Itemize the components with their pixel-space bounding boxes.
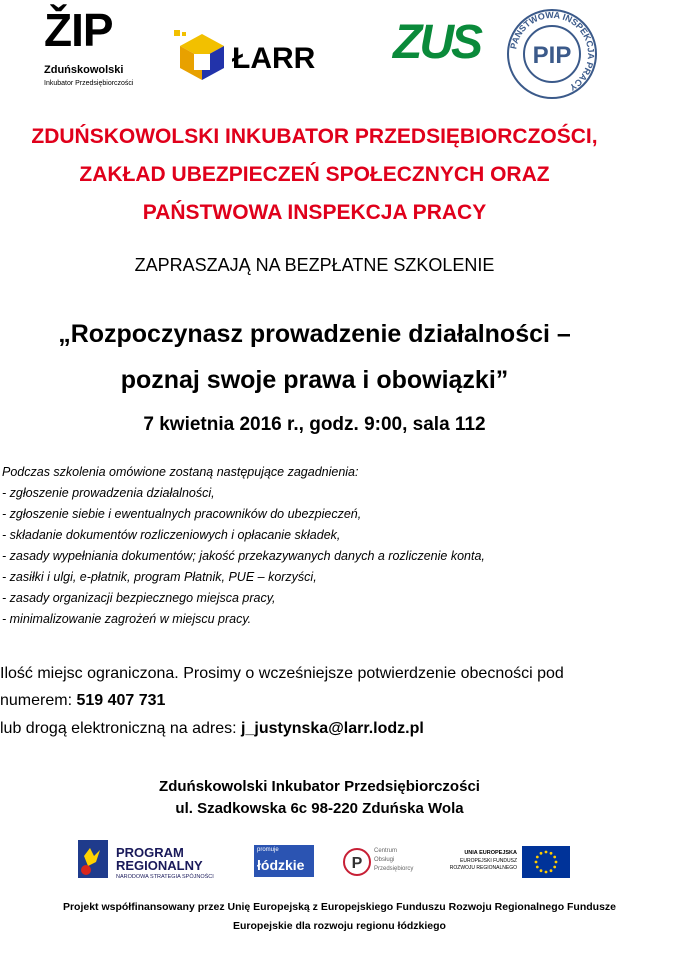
contact-email[interactable]: j_justynska@larr.lodz.pl <box>241 720 424 737</box>
list-item: - zgłoszenie prowadzenia działalności, <box>2 486 215 500</box>
program-regionalny-star-icon <box>74 836 114 882</box>
larr-cube-icon <box>174 28 230 84</box>
svg-text:PAŃSTWOWA INSPEKCJA PRACY: PAŃSTWOWA INSPEKCJA PRACY <box>508 9 597 93</box>
list-item: - składanie dokumentów rozliczeniowych i opłacanie składek, <box>2 528 341 542</box>
contact-line3 <box>0 720 424 738</box>
zus-logo-word: ZUS <box>393 16 480 69</box>
training-title-line1: „Rozpoczynasz prowadzenie działalności – <box>58 320 571 348</box>
promuje-small: promuje <box>257 847 279 853</box>
training-date: 7 kwietnia 2016 r., godz. 9:00, sala 112 <box>143 414 486 435</box>
list-item: - zgłoszenie siebie i ewentualnych pracowników do ubezpieczeń, <box>2 507 362 521</box>
svg-text:P: P <box>351 855 363 872</box>
eu-logo <box>447 846 577 880</box>
cop-line2: Obsługi <box>374 857 395 863</box>
topics-intro: Podczas szkolenia omówione zostaną następujące zagadnienia: <box>2 465 359 479</box>
contact-phone: 519 407 731 <box>76 692 166 709</box>
list-item: - zasady organizacji bezpiecznego miejsca pracy, <box>2 591 276 605</box>
cop-line1: Centrum <box>374 848 398 854</box>
zip-logo-sub1: Zduńskowolski <box>44 64 124 76</box>
program-sub: NARODOWA STRATEGIA SPÓJNOŚCI <box>116 874 214 880</box>
zip-logo <box>44 6 154 92</box>
program-line1: PROGRAM <box>116 845 184 860</box>
larr-logo-word: ŁARR <box>232 42 316 75</box>
topics-list <box>2 462 485 630</box>
funding-note-line2: Europejskie dla rozwoju regionu łódzkiego <box>233 920 446 932</box>
larr-logo <box>174 28 354 84</box>
list-item: - zasiłki i ulgi, e-płatnik, program Płatnik, PUE – korzyści, <box>2 570 317 584</box>
program-line2: REGIONALNY <box>116 858 203 873</box>
heading-line2: ZAKŁAD UBEZPIECZEŃ SPOŁECZNYCH ORAZ <box>79 163 550 186</box>
funding-note-line1: Projekt współfinansowany przez Unię Europejską z Europejskiego Funduszu Rozwoju Regionalnego Fundusze <box>62 901 617 913</box>
program-regionalny-logo <box>74 836 244 884</box>
pip-logo <box>506 8 598 100</box>
heading-line3: PAŃSTWOWA INSPEKCJA PRACY <box>142 201 487 224</box>
zip-logo-sub2: Inkubator Przedsiębiorczości <box>44 80 134 87</box>
list-item: - minimalizowanie zagrożeń w miejscu pracy. <box>2 612 252 626</box>
eu-line1: UNIA EUROPEJSKA <box>464 850 517 856</box>
svg-text:PIP: PIP <box>532 42 572 69</box>
cop-line3: Przedsiębiorcy <box>374 866 414 872</box>
contact-phone-prefix: numerem: <box>0 692 77 709</box>
cop-logo <box>342 846 422 880</box>
invite-text: ZAPRASZAJĄ NA BEZPŁATNE SZKOLENIE <box>134 255 495 275</box>
list-item: - zasady wypełniania dokumentów; jakość przekazywanych danych a rozliczenie konta, <box>2 549 485 563</box>
pip-seal-icon <box>506 8 598 100</box>
zus-logo <box>393 14 479 74</box>
cop-p-icon <box>342 846 372 878</box>
zip-logo-word: ŽIP <box>44 4 113 56</box>
heading-line1: ZDUŃSKOWOLSKI INKUBATOR PRZEDSIĘBIORCZOŚCI, <box>31 125 598 148</box>
footer-address: ul. Szadkowska 6c 98-220 Zduńska Wola <box>175 800 464 817</box>
promuje-lodzkie-logo <box>254 845 314 877</box>
contact-line1: Ilość miejsc ograniczona. Prosimy o wcześniejsze potwierdzenie obecności pod <box>0 665 564 682</box>
promuje-big: łódzkie <box>257 857 305 873</box>
contact-email-prefix: lub drogą elektroniczną na adres: <box>0 720 242 737</box>
contact-line2 <box>0 692 165 710</box>
footer-org-name: Zduńskowolski Inkubator Przedsiębiorczości <box>159 778 480 795</box>
eu-line3: ROZWOJU REGIONALNEGO <box>449 865 517 871</box>
training-title-line2: poznaj swoje prawa i obowiązki” <box>120 366 509 394</box>
eu-line2: EUROPEJSKI FUNDUSZ <box>460 858 517 864</box>
eu-flag-icon <box>522 846 570 878</box>
